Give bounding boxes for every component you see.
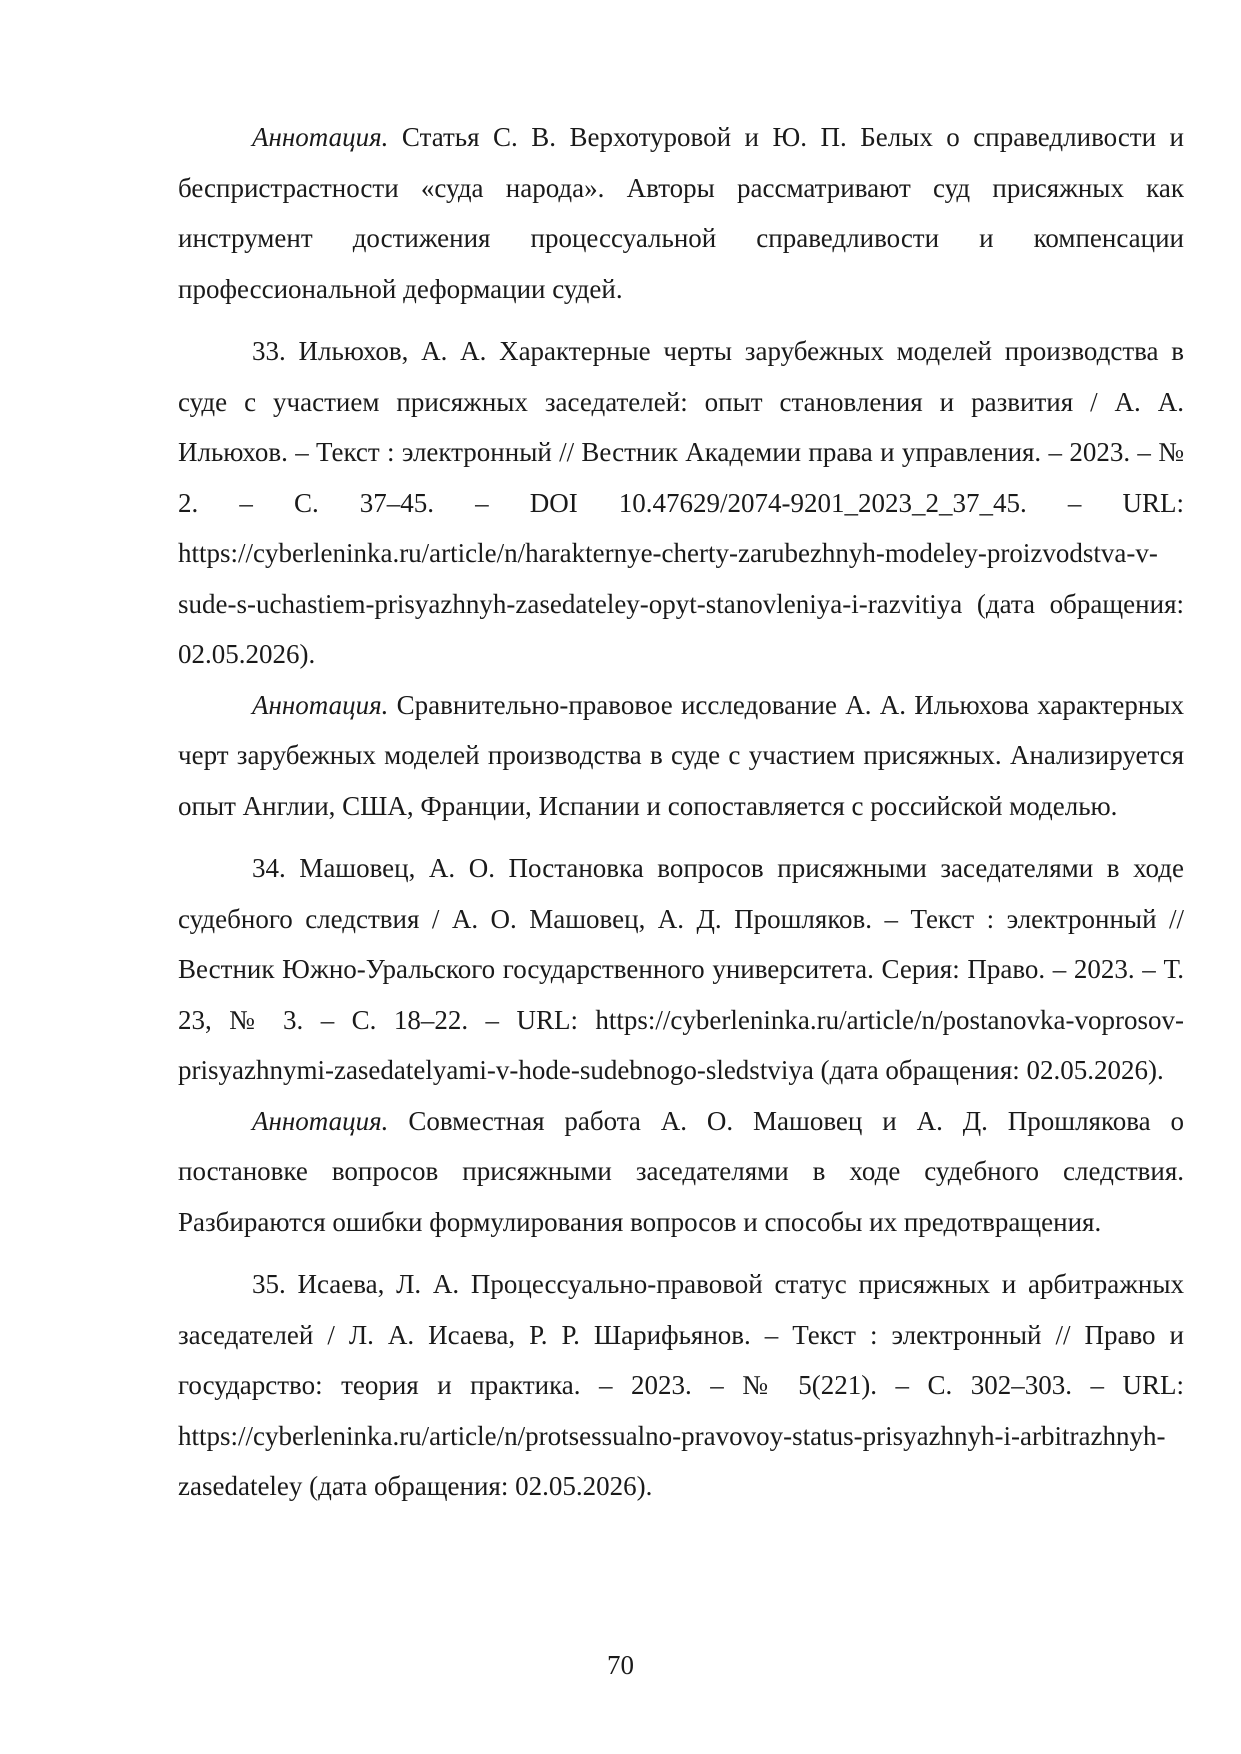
annotation-label: Аннотация. bbox=[252, 122, 389, 152]
annotation-text: Статья С. В. Верхотуровой и Ю. П. Белых о справедливости и беспристрастности «суда народа». Авторы рассматривают суд присяжных как инструмент достижения процессуальной справедливости и компенсации профессиональной деформации судей. bbox=[178, 122, 1184, 304]
annotation-label: Аннотация. bbox=[252, 689, 389, 720]
annotation-text: Сравнительно-правовое исследование А. А. Ильюхова характерных черт зарубежных моделей производства в суде с участием присяжных. Анализируется опыт Англии, США, Франции, Испании и сопоставляется с российской моделью. bbox=[178, 689, 1184, 821]
page-content bbox=[178, 112, 1184, 1512]
annotation-paragraph bbox=[178, 680, 1184, 832]
reference-entry-33: 33. Ильюхов, А. А. Характерные черты зарубежных моделей производства в суде с участием присяжных заседателей: опыт становления и развития / А. А. Ильюхов. – Текст : электронный // Вестник Академии права и управления. – 2023. – № 2. – С. 37–45. – DOI 10.47629/2074-9201_2023_2_37_45. – URL: https://cyberleninka.ru/article/n/harakternye-cherty-zarubezhnyh-modeley-proizvodstva-v-sude-s-uchastiem-prisyazhnyh-zasedateley-opyt-stanovleniya-i-razvitiya (дата обращения: 02.05.2026). bbox=[178, 336, 1184, 669]
annotation-text: Совместная работа А. О. Машовец и А. Д. Прошлякова о постановке вопросов присяжными заседателями в ходе судебного следствия. Разбираются ошибки формулирования вопросов и способы их предотвращения. bbox=[178, 1105, 1184, 1237]
annotation-paragraph bbox=[178, 1096, 1184, 1248]
annotation-paragraph bbox=[178, 112, 1184, 314]
reference-entry-35: 35. Исаева, Л. А. Процессуально-правовой статус присяжных и арбитражных заседателей / Л. А. Исаева, Р. Р. Шарифьянов. – Текст : электронный // Право и государство: теория и практика. – 2023. – № 5(221). – С. 302–303. – URL: https://cyberleninka.ru/article/n/protsessualno-pravovoy-status-prisyazhnyh-i-arbitrazhnyh-zasedateley (дата обращения: 02.05.2026). bbox=[178, 1269, 1184, 1501]
annotation-label: Аннотация. bbox=[252, 1105, 389, 1136]
page-number: 70 bbox=[607, 1650, 634, 1680]
reference-entry-34: 34. Машовец, А. О. Постановка вопросов присяжными заседателями в ходе судебного следствия / А. О. Машовец, А. Д. Прошляков. – Текст : электронный // Вестник Южно-Уральского государственного университета. Серия: Право. – 2023. – Т. 23, № 3. – С. 18–22. – URL: https://cyberleninka.ru/article/n/postanovka-voprosov-prisyazhnymi-zasedatelyami-v-hode-sudebnogo-sledstviya (дата обращения: 02.05.2026). bbox=[178, 853, 1184, 1085]
